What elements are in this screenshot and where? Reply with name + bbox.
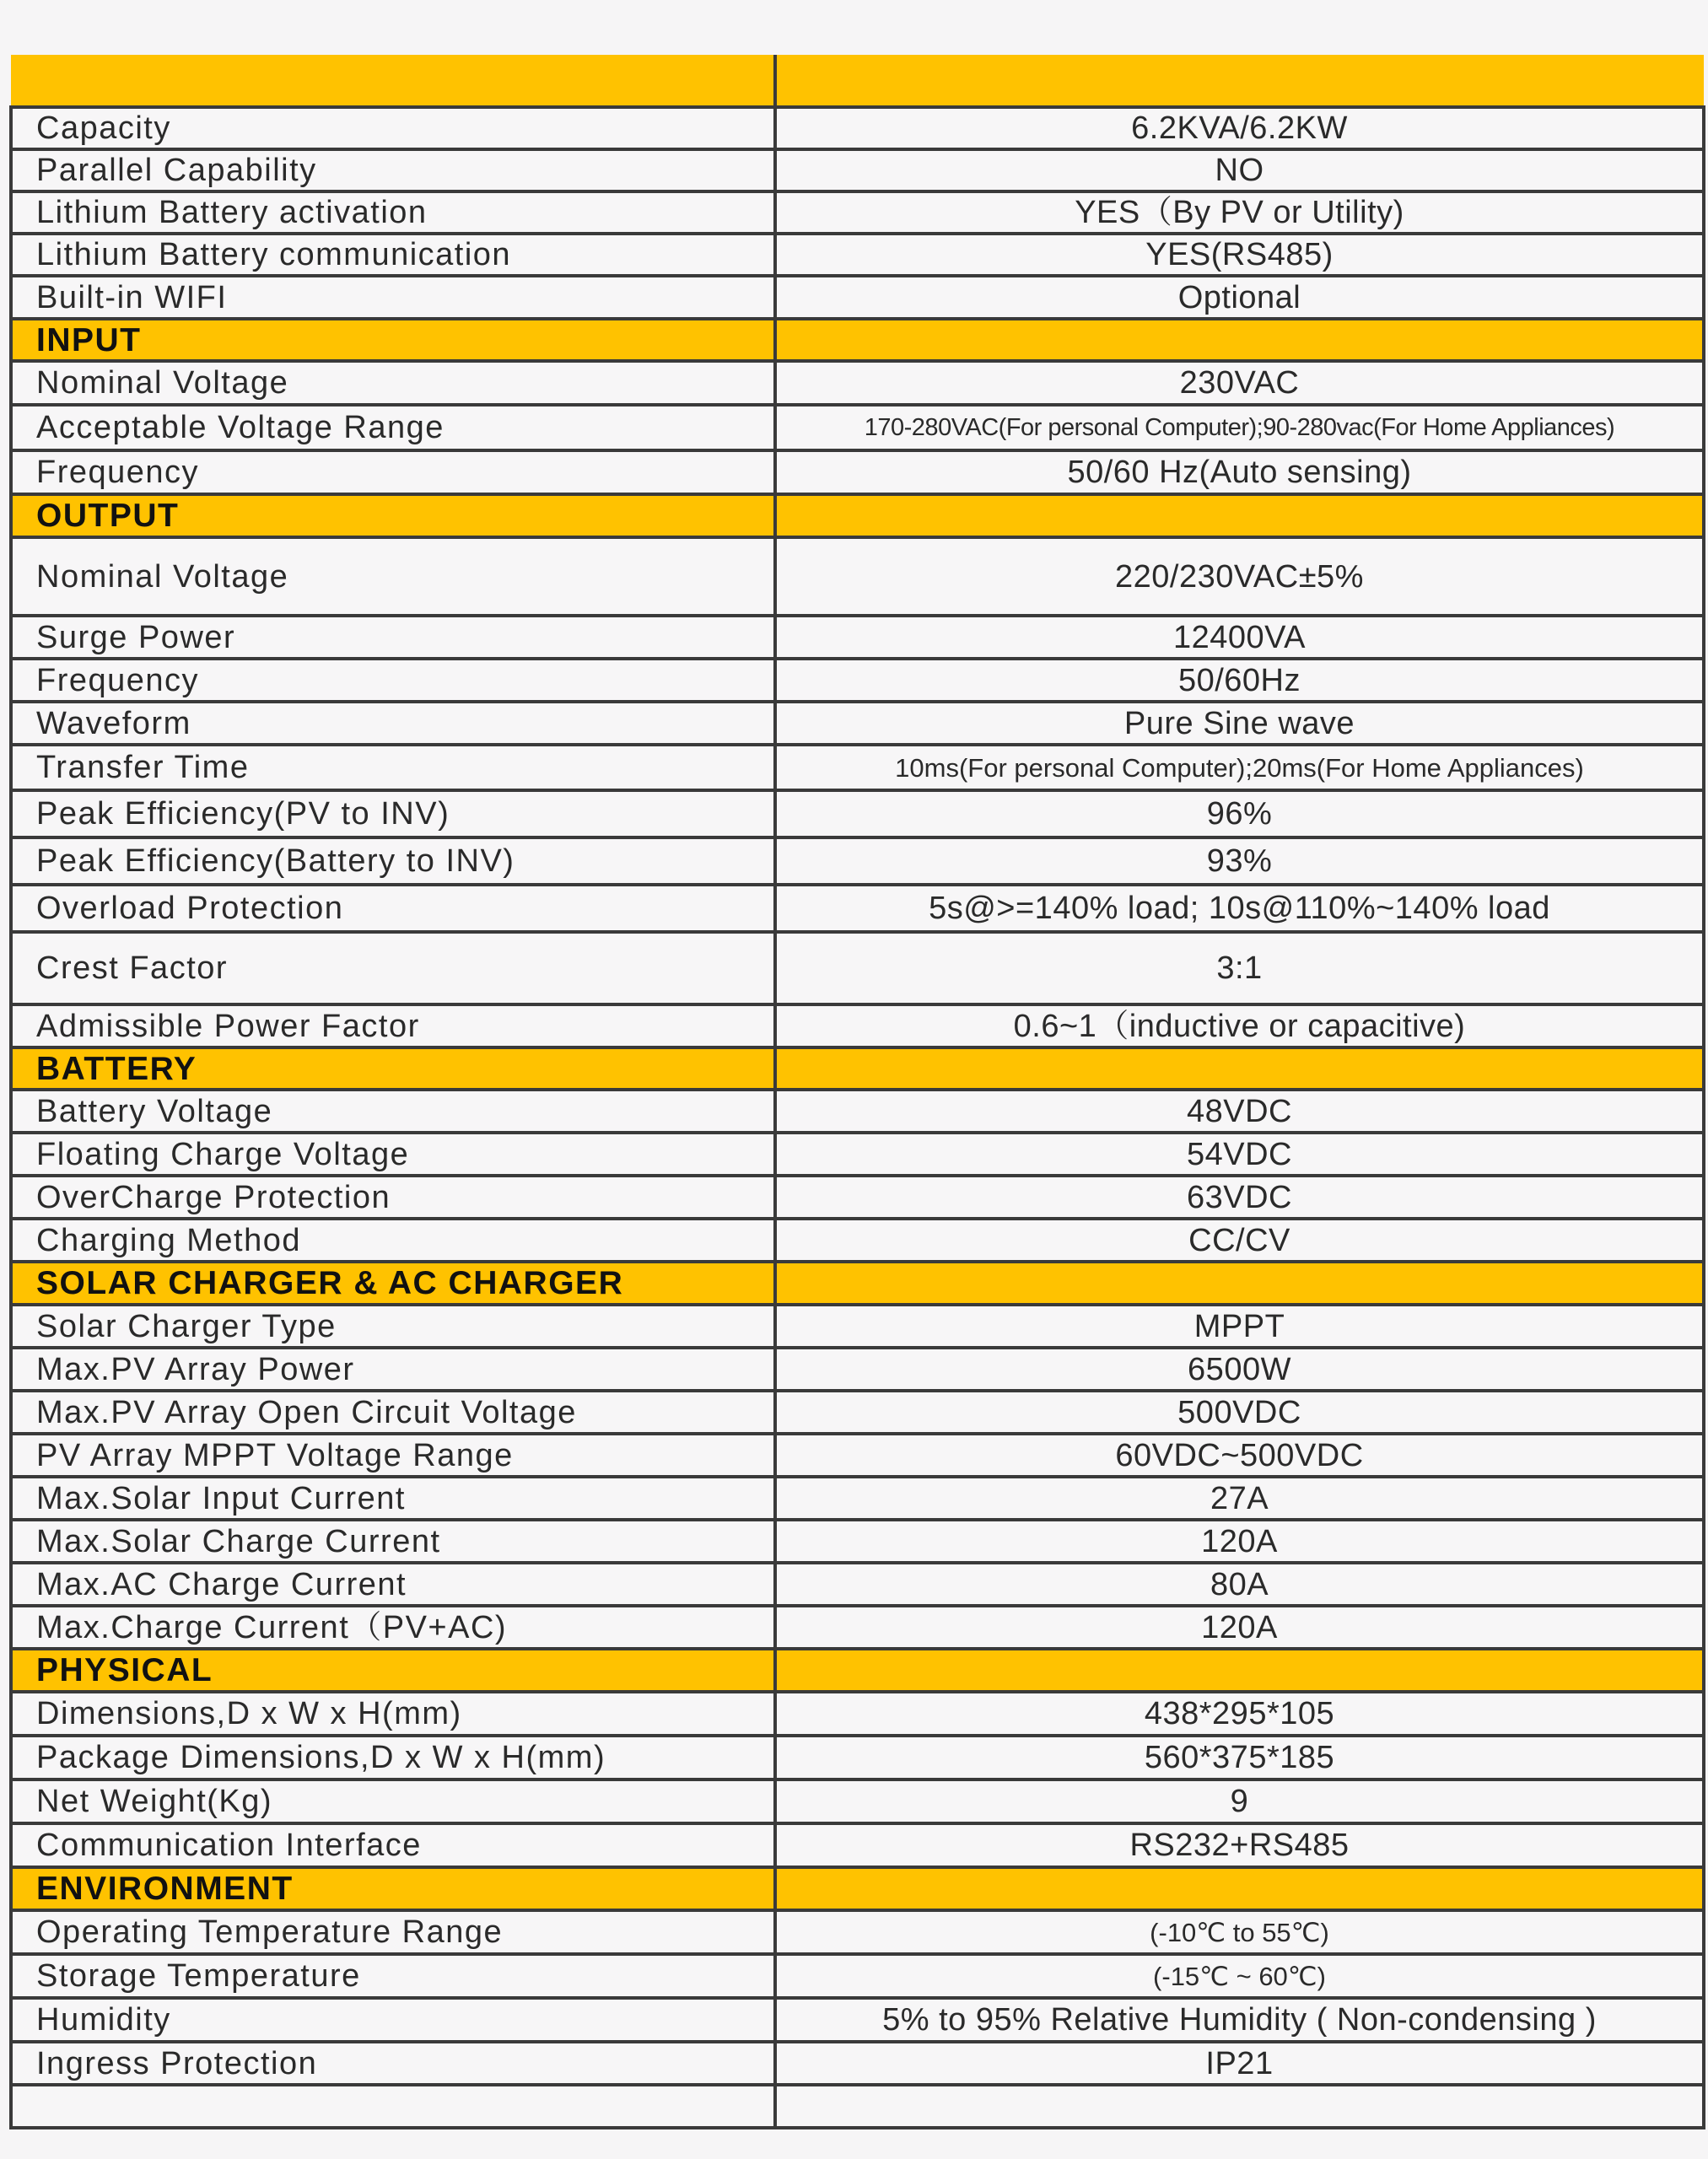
row-label: Storage Temperature xyxy=(11,1954,775,1998)
row-label: Max.Solar Charge Current xyxy=(11,1520,775,1563)
row-value: YES(RS485) xyxy=(775,234,1704,276)
table-row xyxy=(11,1910,1704,1954)
section-title: INPUT xyxy=(11,319,775,361)
row-value: Optional xyxy=(775,276,1704,319)
row-value: IP21 xyxy=(775,2042,1704,2085)
section-empty-cell xyxy=(775,1867,1704,1910)
section-header-input xyxy=(11,319,1704,361)
row-value: (-15℃ ~ 60℃) xyxy=(775,1954,1704,1998)
row-label: PV Array MPPT Voltage Range xyxy=(11,1434,775,1477)
row-label: Dimensions,D x W x H(mm) xyxy=(11,1692,775,1736)
row-value: 6.2KVA/6.2KW xyxy=(775,107,1704,149)
table-row xyxy=(11,702,1704,745)
row-label: Max.Charge Current（PV+AC) xyxy=(11,1606,775,1649)
row-label: Floating Charge Voltage xyxy=(11,1133,775,1176)
section-title: ENVIRONMENT xyxy=(11,1867,775,1910)
row-value: 63VDC xyxy=(775,1176,1704,1219)
table-row xyxy=(11,1305,1704,1348)
row-value: 6500W xyxy=(775,1348,1704,1391)
row-value: 10ms(For personal Computer);20ms(For Home Appliances) xyxy=(775,745,1704,790)
row-label: Lithium Battery activation xyxy=(11,191,775,234)
row-value: 3:1 xyxy=(775,932,1704,1004)
row-label: Operating Temperature Range xyxy=(11,1910,775,1954)
table-row xyxy=(11,837,1704,885)
section-title: BATTERY xyxy=(11,1047,775,1090)
section-header-environment xyxy=(11,1867,1704,1910)
section-title: SOLAR CHARGER & AC CHARGER xyxy=(11,1262,775,1305)
empty-cell xyxy=(11,2085,775,2128)
table-header-row xyxy=(11,55,1704,107)
section-empty-cell xyxy=(775,1649,1704,1692)
table-row xyxy=(11,276,1704,319)
row-label: Nominal Voltage xyxy=(11,537,775,616)
row-value: 93% xyxy=(775,837,1704,885)
row-value: 80A xyxy=(775,1563,1704,1606)
row-value: 5s@>=140% load; 10s@110%~140% load xyxy=(775,885,1704,932)
table-row xyxy=(11,885,1704,932)
row-label: Ingress Protection xyxy=(11,2042,775,2085)
row-label: Built-in WIFI xyxy=(11,276,775,319)
section-empty-cell xyxy=(775,319,1704,361)
section-header-charger xyxy=(11,1262,1704,1305)
row-value: 9 xyxy=(775,1779,1704,1823)
section-header-physical xyxy=(11,1649,1704,1692)
row-label: Max.Solar Input Current xyxy=(11,1477,775,1520)
table-row xyxy=(11,450,1704,494)
row-label: Battery Voltage xyxy=(11,1090,775,1133)
section-title: PHYSICAL xyxy=(11,1649,775,1692)
row-value: 120A xyxy=(775,1606,1704,1649)
row-value: YES（By PV or Utility) xyxy=(775,191,1704,234)
section-empty-cell xyxy=(775,1047,1704,1090)
table-row xyxy=(11,659,1704,702)
row-label: Communication Interface xyxy=(11,1823,775,1867)
table-row xyxy=(11,1133,1704,1176)
row-value: 12400VA xyxy=(775,616,1704,659)
row-value: 170-280VAC(For personal Computer);90-280vac(For Home Appliances) xyxy=(775,405,1704,450)
section-empty-cell xyxy=(775,494,1704,537)
section-empty-cell xyxy=(775,1262,1704,1305)
row-value: 48VDC xyxy=(775,1090,1704,1133)
row-label: Max.PV Array Open Circuit Voltage xyxy=(11,1391,775,1434)
row-label: Peak Efficiency(PV to INV) xyxy=(11,790,775,837)
row-label: Parallel Capability xyxy=(11,149,775,191)
table-row xyxy=(11,1823,1704,1867)
row-value: NO xyxy=(775,149,1704,191)
row-label: Peak Efficiency(Battery to INV) xyxy=(11,837,775,885)
row-value: 0.6~1（inductive or capacitive) xyxy=(775,1004,1704,1047)
row-value: RS232+RS485 xyxy=(775,1823,1704,1867)
row-value: 500VDC xyxy=(775,1391,1704,1434)
table-row xyxy=(11,790,1704,837)
table-row xyxy=(11,1477,1704,1520)
table-row xyxy=(11,1954,1704,1998)
row-label: Max.AC Charge Current xyxy=(11,1563,775,1606)
row-value: 5% to 95% Relative Humidity ( Non-condensing ) xyxy=(775,1998,1704,2042)
row-value: 27A xyxy=(775,1477,1704,1520)
table-row xyxy=(11,2042,1704,2085)
row-value: 54VDC xyxy=(775,1133,1704,1176)
header-cell-right xyxy=(775,55,1704,107)
row-label: Solar Charger Type xyxy=(11,1305,775,1348)
row-label: Charging Method xyxy=(11,1219,775,1262)
section-title: OUTPUT xyxy=(11,494,775,537)
row-label: Net Weight(Kg) xyxy=(11,1779,775,1823)
table-row xyxy=(11,234,1704,276)
table-row xyxy=(11,107,1704,149)
table-row xyxy=(11,405,1704,450)
row-value: 50/60 Hz(Auto sensing) xyxy=(775,450,1704,494)
row-value: 560*375*185 xyxy=(775,1736,1704,1779)
empty-cell xyxy=(775,2085,1704,2128)
table-row xyxy=(11,1391,1704,1434)
row-label: OverCharge Protection xyxy=(11,1176,775,1219)
table-row xyxy=(11,1090,1704,1133)
spec-table xyxy=(9,55,1705,2129)
table-row xyxy=(11,932,1704,1004)
row-label: Package Dimensions,D x W x H(mm) xyxy=(11,1736,775,1779)
table-row xyxy=(11,1779,1704,1823)
row-label: Transfer Time xyxy=(11,745,775,790)
table-row xyxy=(11,1692,1704,1736)
row-value: MPPT xyxy=(775,1305,1704,1348)
table-row xyxy=(11,1434,1704,1477)
row-label: Overload Protection xyxy=(11,885,775,932)
table-row xyxy=(11,1736,1704,1779)
row-value: 96% xyxy=(775,790,1704,837)
table-row xyxy=(11,537,1704,616)
table-row xyxy=(11,745,1704,790)
row-label: Crest Factor xyxy=(11,932,775,1004)
table-row xyxy=(11,1004,1704,1047)
row-label: Max.PV Array Power xyxy=(11,1348,775,1391)
table-row xyxy=(11,1563,1704,1606)
row-value: 230VAC xyxy=(775,361,1704,405)
row-value: CC/CV xyxy=(775,1219,1704,1262)
row-label: Humidity xyxy=(11,1998,775,2042)
row-label: Capacity xyxy=(11,107,775,149)
section-header-output xyxy=(11,494,1704,537)
table-row xyxy=(11,1998,1704,2042)
row-label: Acceptable Voltage Range xyxy=(11,405,775,450)
row-value: 120A xyxy=(775,1520,1704,1563)
table-row xyxy=(11,616,1704,659)
table-row xyxy=(11,361,1704,405)
table-row xyxy=(11,1520,1704,1563)
row-label: Nominal Voltage xyxy=(11,361,775,405)
table-row xyxy=(11,1348,1704,1391)
row-label: Frequency xyxy=(11,450,775,494)
table-row xyxy=(11,1606,1704,1649)
header-cell-left xyxy=(11,55,775,107)
table-row xyxy=(11,191,1704,234)
row-label: Admissible Power Factor xyxy=(11,1004,775,1047)
row-label: Lithium Battery communication xyxy=(11,234,775,276)
row-label: Waveform xyxy=(11,702,775,745)
row-value: 50/60Hz xyxy=(775,659,1704,702)
table-row xyxy=(11,1219,1704,1262)
row-value: (-10℃ to 55℃) xyxy=(775,1910,1704,1954)
row-label: Frequency xyxy=(11,659,775,702)
row-value: Pure Sine wave xyxy=(775,702,1704,745)
row-value: 220/230VAC±5% xyxy=(775,537,1704,616)
table-row xyxy=(11,149,1704,191)
empty-row xyxy=(11,2085,1704,2128)
row-value: 60VDC~500VDC xyxy=(775,1434,1704,1477)
section-header-battery xyxy=(11,1047,1704,1090)
table-row xyxy=(11,1176,1704,1219)
row-label: Surge Power xyxy=(11,616,775,659)
row-value: 438*295*105 xyxy=(775,1692,1704,1736)
